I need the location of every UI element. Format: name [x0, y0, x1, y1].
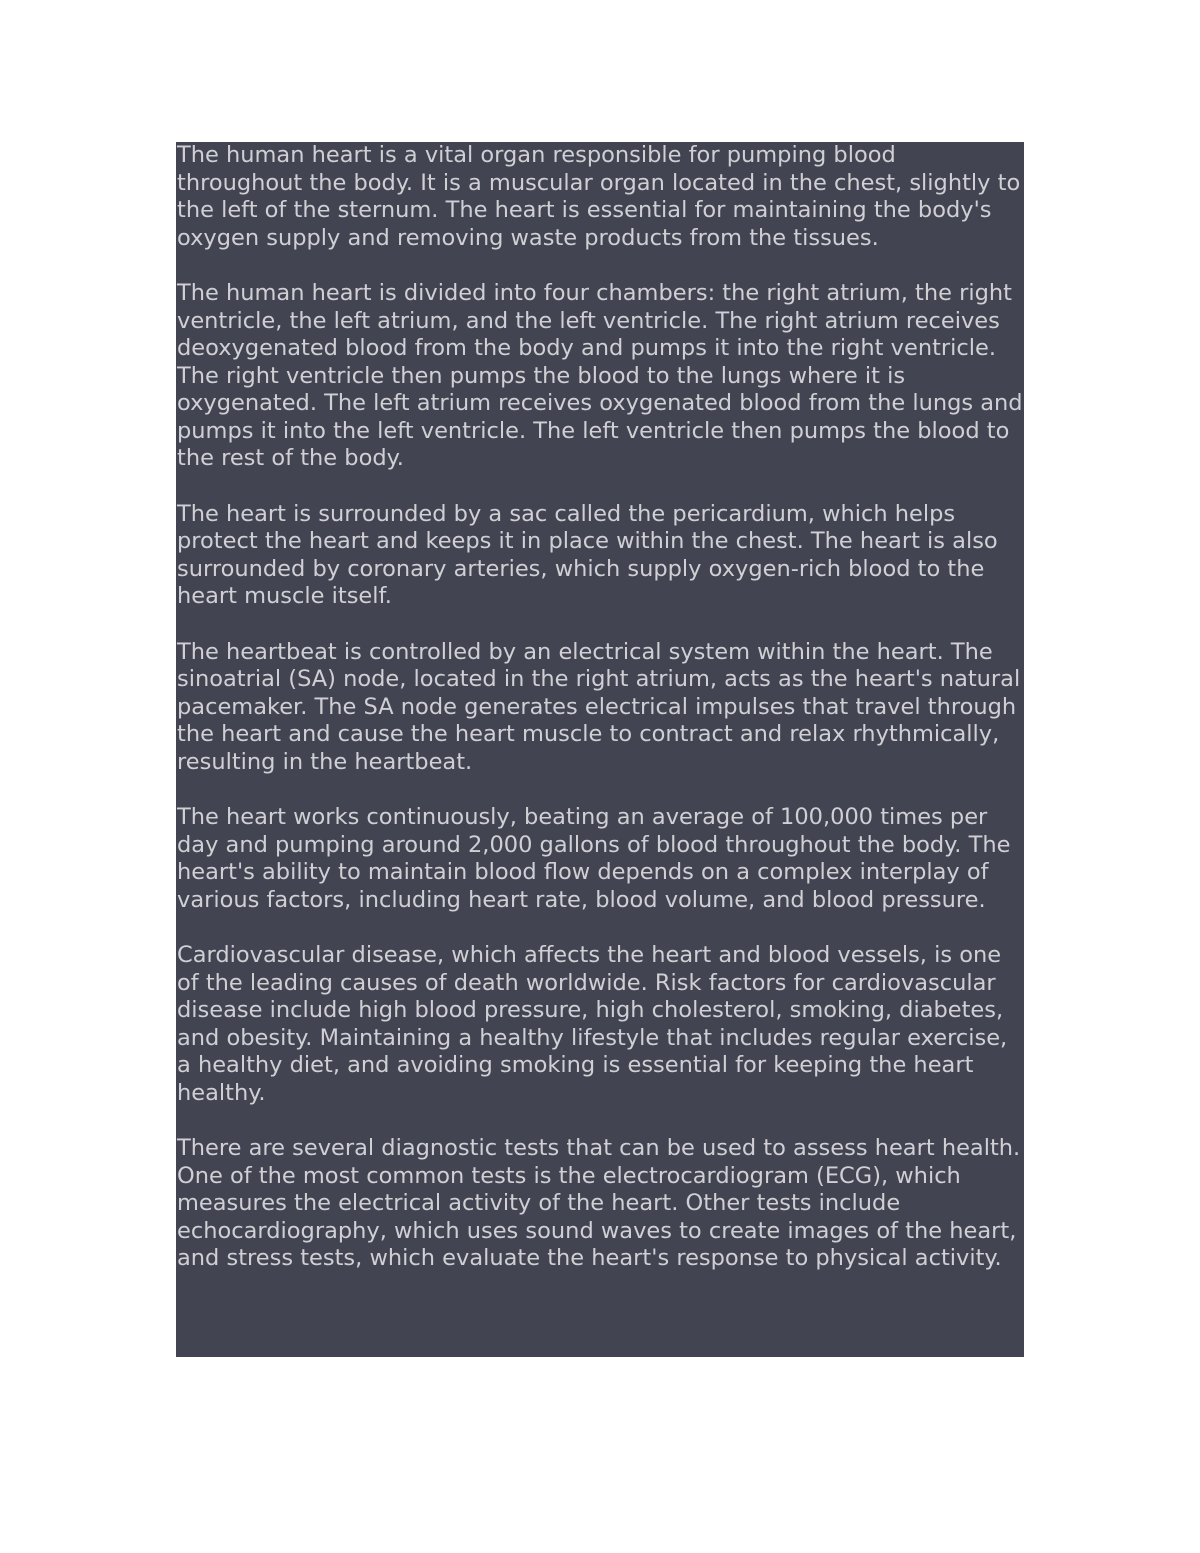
paragraph-4: The heartbeat is controlled by an electrical system within the heart. The sinoatrial (SA) node, located in the right atrium, acts as the heart's natural pacemaker. The SA node generates electrical impulses that travel through the heart and cause the heart muscle to contract and relax rhythmically, resulting in the heartbeat. — [177, 638, 1021, 775]
paragraph-5: The heart works continuously, beating an average of 100,000 times per day and pumping around 2,000 gallons of blood throughout the body. The heart's ability to maintain blood flow depends on a complex interplay of various factors, including heart rate, blood volume, and blood pressure. — [177, 804, 1011, 913]
paragraph-2: The human heart is divided into four chambers: the right atrium, the right ventricle, the left atrium, and the left ventricle. The right atrium receives deoxygenated blood from the body and pumps it into the right ventricle. The right ventricle then pumps the blood to the lungs where it is oxygenated. The left atrium receives oxygenated blood from the lungs and pumps it into the left ventricle. The left ventricle then pumps the blood to the rest of the body. — [177, 280, 1023, 471]
text-block — [176, 142, 1024, 1357]
paragraph-6: Cardiovascular disease, which affects the heart and blood vessels, is one of the leading causes of death worldwide. Risk factors for cardiovascular disease include high blood pressure, high cholesterol, smoking, diabetes, and obesity. Maintaining a healthy lifestyle that includes regular exercise, a healthy diet, and avoiding smoking is essential for keeping the heart healthy. — [177, 942, 1008, 1106]
paragraph-7: There are several diagnostic tests that can be used to assess heart health. One of the most common tests is the electrocardiogram (ECG), which measures the electrical activity of the heart. Other tests include echocardiography, which uses sound waves to create images of the heart, and stress tests, which evaluate the heart's response to physical activity. — [177, 1135, 1021, 1271]
paragraph-1: The human heart is a vital organ responsible for pumping blood throughout the body. It is a muscular organ located in the chest, slightly to the left of the sternum. The heart is essential for maintaining the body's oxygen supply and removing waste products from the tissues. — [177, 142, 1021, 251]
paragraph-3: The heart is surrounded by a sac called the pericardium, which helps protect the heart and keeps it in place within the chest. The heart is also surrounded by coronary arteries, which supply oxygen-rich blood to the heart muscle itself. — [177, 500, 998, 609]
